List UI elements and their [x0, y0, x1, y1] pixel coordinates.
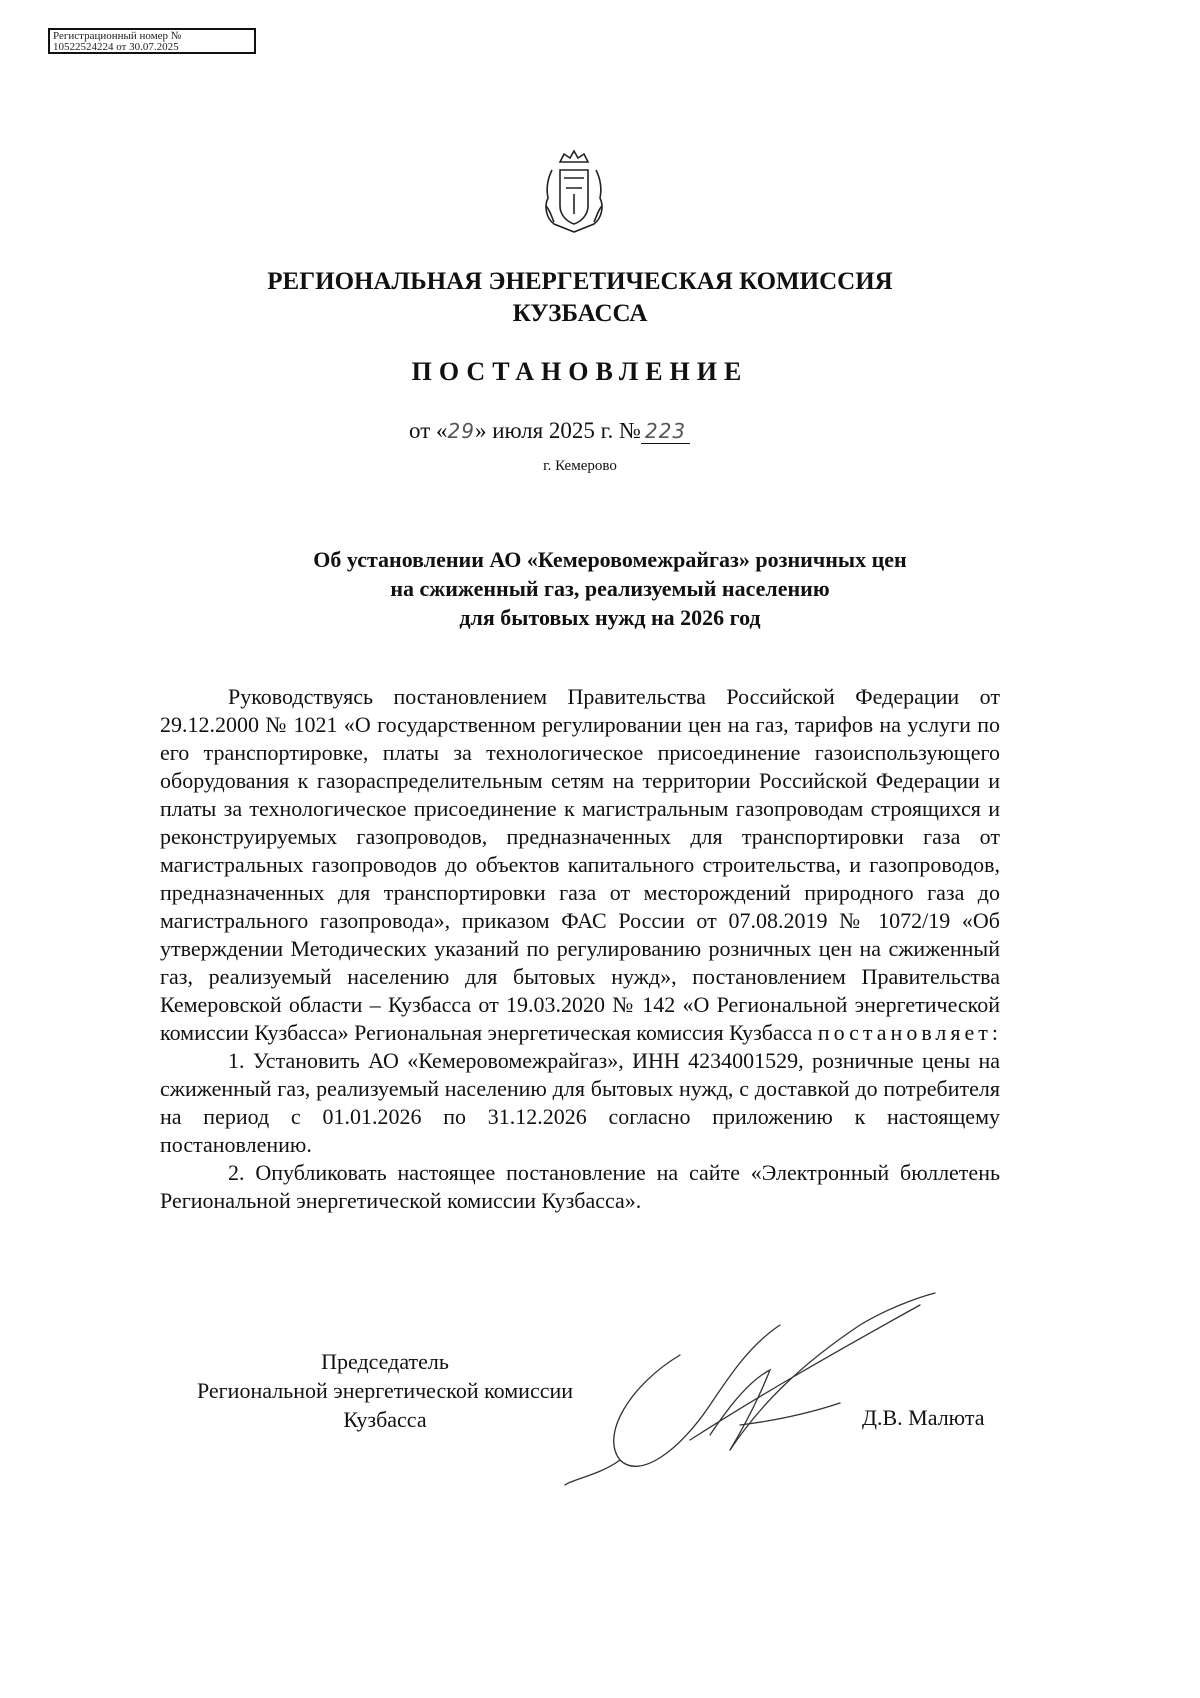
registration-line-1: Регистрационный номер № [53, 31, 182, 42]
preamble-paragraph [160, 683, 1000, 1047]
signatory-role-line-3: Кузбасса [343, 1407, 427, 1432]
resolves-word: постановляет [817, 1020, 992, 1045]
registration-stamp [48, 28, 256, 54]
document-title-line-3: для бытовых нужд на 2026 год [459, 605, 761, 630]
signatory-role [160, 1347, 610, 1434]
date-prefix: от « [409, 418, 448, 443]
document-title-line-1: Об установлении АО «Кемеровомежрайгаз» розничных цен [313, 547, 907, 572]
preamble-text: Руководствуясь постановлением Правительства Российской Федерации от 29.12.2000 № 1021 «О государственном регулировании цен на газ, тарифов на услуги по его транспортировке, платы за технологическое присоединение газоиспользующего оборудования к газораспределительным сетям на территории Российской Федерации и платы за технологическое присоединение к магистральным газопроводам строящихся и реконструируемых газопроводов, предназначенных для транспортировки газа от магистральных газопроводов до объектов капитального строительства, и газопроводов, предназначенных для транспортировки газа от месторождений природного газа до магистрального газопровода», приказом ФАС России от 07.08.2019 № 1072/19 «Об утверждении Методических указаний по регулированию розничных цен на сжиженный газ, реализуемый населению для бытовых нужд», постановлением Правительства Кемеровской области – Кузбасса от 19.03.2020 № 142 «О Региональной энергетической комиссии Кузбасса» Региональная энергетическая комиссия Кузбасса [160, 684, 1000, 1045]
signatory-role-line-1: Председатель [321, 1349, 449, 1374]
coat-of-arms-icon [540, 148, 608, 234]
signatory-name: Д.В. Малюта [862, 1405, 985, 1430]
document-type: ПОСТАНОВЛЕНИЕ [411, 357, 749, 386]
resolution-item-1: 1. Установить АО «Кемеровомежрайгаз», ИНН 4234001529, розничные цены на сжиженный газ, реализуемый населению для бытовых нужд, с доставкой до потребителя на период с 01.01.2026 по 31.12.2026 согласно приложению к настоящему постановлению. [160, 1048, 1000, 1157]
document-body [160, 683, 1000, 1215]
document-date-line [409, 418, 690, 444]
organization-name-line-2: КУЗБАССА [512, 300, 648, 327]
document-title [260, 545, 960, 632]
organization-name [200, 266, 960, 330]
resolution-item-2: 2. Опубликовать настоящее постановление на сайте «Электронный бюллетень Региональной энергетической комиссии Кузбасса». [160, 1160, 1000, 1213]
handwritten-day: 29 [447, 419, 475, 443]
handwritten-signature-icon [560, 1285, 940, 1490]
document-city: г. Кемерово [543, 458, 617, 474]
preamble-colon: : [991, 1020, 999, 1045]
date-middle: » июля 2025 г. № [474, 418, 641, 443]
handwritten-document-number: 223 [641, 419, 690, 444]
signatory-role-line-2: Региональной энергетической комиссии [196, 1378, 574, 1403]
organization-name-line-1: РЕГИОНАЛЬНАЯ ЭНЕРГЕТИЧЕСКАЯ КОМИССИЯ [267, 268, 893, 295]
document-title-line-2: на сжиженный газ, реализуемый населению [390, 576, 830, 601]
registration-line-2: 10522524224 от 30.07.2025 [53, 42, 179, 53]
